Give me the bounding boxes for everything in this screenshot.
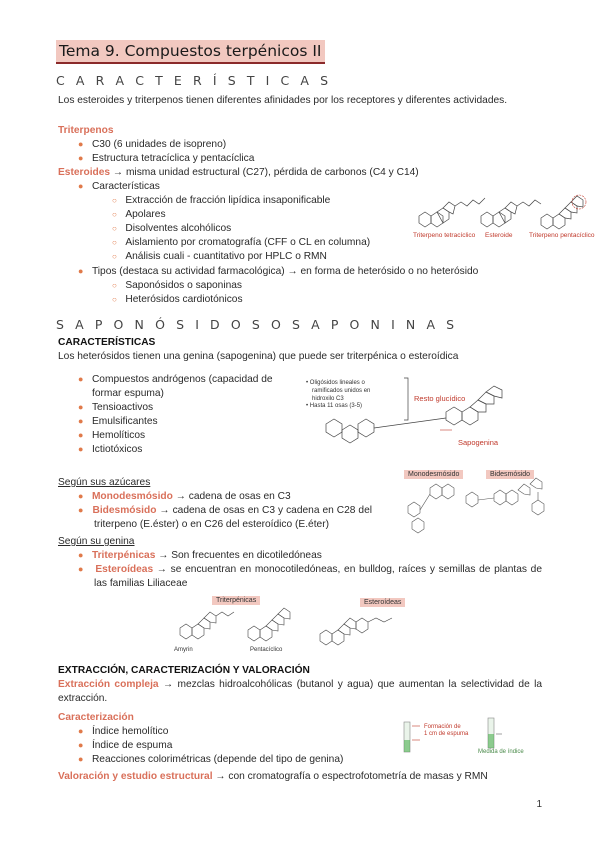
- genina-molecules-figure: [170, 596, 414, 656]
- list-item: ● Emulsificantes: [78, 416, 158, 427]
- bullet-icon: ●: [78, 402, 84, 412]
- bullet-icon: •: [306, 380, 309, 386]
- circle-bullet-icon: ○: [112, 252, 117, 261]
- tag-monodesmosido: Monodesmósido: [404, 470, 463, 479]
- list-item: ● C30 (6 unidades de isopreno): [78, 139, 227, 150]
- sub-list-item: ○ Análisis cuali - cuantitativo por HPLC o RMN: [112, 251, 327, 262]
- resto-glucidico-label: Resto glucídico: [414, 394, 466, 403]
- circle-bullet-icon: ○: [112, 224, 117, 233]
- bullet-icon: ●: [78, 444, 84, 454]
- molecule-label: Amyrin: [174, 647, 193, 653]
- molecule-label: Pentacíclico: [250, 647, 283, 653]
- bullet-icon: ●: [78, 505, 84, 515]
- caracterizacion-label: Caracterización: [58, 712, 134, 723]
- triterpenos-label: Triterpenos: [58, 125, 114, 136]
- sub-heading-caracteristicas: CARACTERÍSTICAS: [58, 337, 156, 348]
- bullet-icon: ●: [78, 139, 84, 149]
- bullet-icon: •: [306, 403, 309, 410]
- sub-list-item: ○ Aislamiento por cromatografía (CFF o CL en columna): [112, 237, 371, 248]
- bullet-icon: ●: [78, 726, 84, 736]
- list-item: ● Tipos (destaca su actividad farmacológica) → en forma de heterósido o no heterósido: [78, 266, 479, 277]
- list-item: ● Estructura tetracíclica y pentacíclica: [78, 153, 255, 164]
- bullet-icon: ●: [78, 550, 84, 560]
- page-number: 1: [536, 799, 542, 810]
- sub-list-item: ○ Apolares: [112, 209, 166, 220]
- bullet-icon: ●: [78, 430, 84, 440]
- valoracion-line: Valoración y estudio estructural → con cromatografía o espectrofotometría de masas y RMN: [58, 771, 488, 782]
- tube-label: Medida de índice: [478, 749, 524, 755]
- saponosidos-intro: Los heterósidos tienen una genina (sapogenina) que puede ser triterpénica o esteroídica: [58, 351, 459, 362]
- tag-bidesmosido: Bidesmósido: [486, 470, 534, 479]
- list-item: ● Esteroídeas → se encuentran en monocotiledóneas, en bulldog, raíces y semillas de plantas de las familias Liliaceae: [78, 564, 542, 589]
- list-item: ● Hemolíticos: [78, 430, 146, 441]
- page-title: Tema 9. Compuestos terpénicos II: [56, 40, 325, 64]
- esteroides-line: Esteroides → misma unidad estructural (C27), pérdida de carbonos (C4 y C14): [58, 167, 419, 178]
- circle-bullet-icon: ○: [112, 295, 117, 304]
- extraccion-heading: EXTRACCIÓN, CARACTERIZACIÓN Y VALORACIÓN: [58, 665, 310, 676]
- list-item-continuation: formar espuma): [92, 388, 164, 399]
- saponin-molecule-icon: [306, 374, 550, 456]
- list-item: ● Ictiotóxicos: [78, 444, 143, 455]
- tube-label: Formación de 1 cm de espuma: [424, 724, 469, 738]
- list-item: ● Bidesmósido → cadena de osas en C3 y cadena en C28 del triterpeno (E.éster) o en C26 del esteroídico (E.éter): [78, 505, 373, 530]
- foam-test-figure: [396, 716, 536, 756]
- circle-bullet-icon: ○: [112, 196, 117, 205]
- genina-structures-icon: [170, 596, 414, 656]
- section-heading-caracteristicas: C A R A C T E R Í S T I C A S: [56, 73, 332, 88]
- section-heading-saponosidos: S A P O N Ó S I D O S O S A P O N I N A S: [56, 317, 458, 332]
- list-item: ● Índice hemolítico: [78, 726, 169, 737]
- sub-list-item: ○ Saponósidos o saponinas: [112, 280, 243, 291]
- bullet-icon: ●: [78, 374, 84, 384]
- circle-bullet-icon: ○: [112, 281, 117, 290]
- figure-label: Triterpeno tetracíclico: [413, 232, 476, 239]
- terpene-structures-figure: [413, 186, 595, 244]
- desmoside-molecules-icon: [396, 470, 552, 550]
- figure-label: Triterpeno pentacíclico: [529, 232, 595, 239]
- figure-label: Esteroide: [485, 232, 513, 239]
- genina-label: Según su genina: [58, 536, 135, 547]
- molecule-structures-icon: [413, 186, 589, 232]
- bullet-icon: ●: [78, 754, 84, 764]
- sub-list-item: ○ Extracción de fracción lipídica insaponificable: [112, 195, 331, 206]
- figure-notes: • Oligósidos lineales o ramificados unidos en hidroxilo C3 • Hasta 11 osas (3-5): [306, 380, 371, 410]
- saponin-structure-figure: [306, 374, 550, 456]
- list-item: ● Monodesmósido → cadena de osas en C3: [78, 491, 291, 502]
- desmoside-figure: [396, 470, 552, 550]
- tag-esteroideas: Esteroídeas: [360, 598, 405, 607]
- list-item: ● Reacciones colorimétricas (depende del tipo de genina): [78, 754, 344, 765]
- extraccion-compleja: Extracción compleja → mezclas hidroalcohólicas (butanol y agua) que aumentan la selectividad de la extracción.: [58, 679, 543, 704]
- bullet-icon: ●: [78, 491, 84, 501]
- bullet-icon: ●: [78, 266, 84, 276]
- list-item: ● Índice de espuma: [78, 740, 173, 751]
- circle-bullet-icon: ○: [112, 238, 117, 247]
- caracteristicas-intro: Los esteroides y triterpenos tienen diferentes afinidades por los receptores y diferentes actividades.: [58, 95, 508, 106]
- sub-list-item: ○ Heterósidos cardiotónicos: [112, 294, 243, 305]
- sapogenina-label: Sapogenina: [458, 438, 499, 447]
- bullet-icon: ●: [78, 153, 84, 163]
- bullet-icon: ●: [78, 181, 84, 191]
- bullet-icon: ●: [78, 740, 84, 750]
- circle-bullet-icon: ○: [112, 210, 117, 219]
- list-item: ● Compuestos andrógenos (capacidad de: [78, 374, 273, 385]
- azucares-label: Según sus azúcares: [58, 477, 151, 488]
- list-item: ● Tensioactivos: [78, 402, 154, 413]
- bullet-icon: ●: [78, 416, 84, 426]
- tag-triterpenicas: Triterpénicas: [212, 596, 260, 605]
- list-item: ● Características: [78, 181, 160, 192]
- list-item: ● Triterpénicas → Son frecuentes en dicotiledóneas: [78, 550, 322, 561]
- bullet-icon: ●: [78, 564, 85, 574]
- sub-list-item: ○ Disolventes alcohólicos: [112, 223, 232, 234]
